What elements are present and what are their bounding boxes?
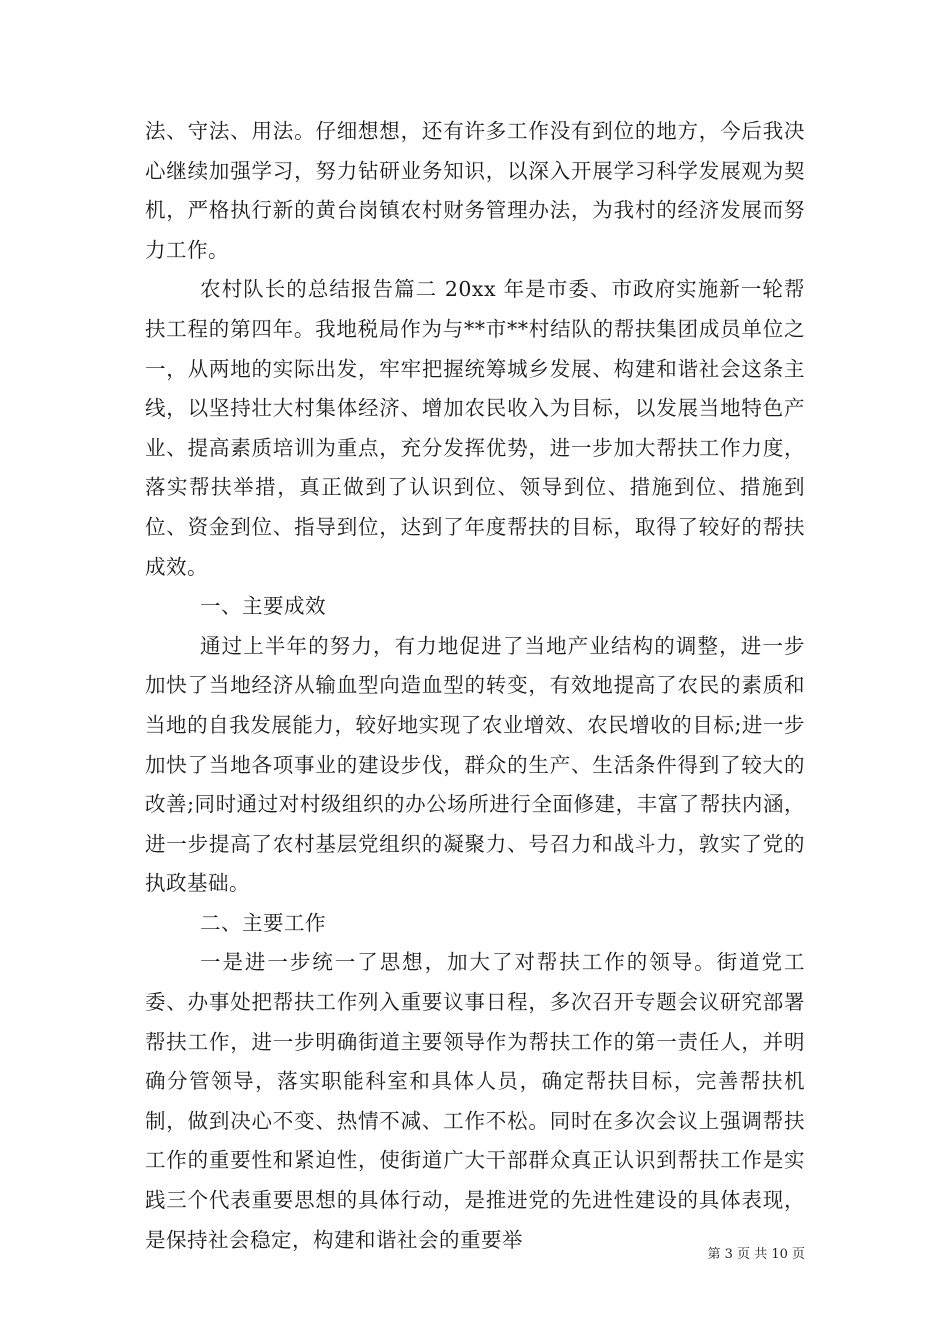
section-heading-main-results: 一、主要成效	[200, 594, 326, 619]
paragraph-report-intro: 农村队长的总结报告篇二 20xx 年是市委、市政府实施新一轮帮扶工程的第四年。我地税局作为与**市**村结队的帮扶集团成员单位之一，从两地的实际出发，牢牢把握统筹城乡发展、构建和谐社会这条主线，以坚持壮大村集体经济、增加农民收入为目标，以发展当地特色产业、提高素质培训为重点，充分发挥优势，进一步加大帮扶工作力度，落实帮扶举措，真正做到了认识到位、领导到位、措施到位、措施到位、资金到位、指导到位，达到了年度帮扶的目标，取得了较好的帮扶成效。	[145, 277, 805, 579]
page-number-footer: 第 3 页 共 10 页	[707, 1247, 805, 1262]
paragraph-continuation: 法、守法、用法。仔细想想，还有许多工作没有到位的地方，今后我决心继续加强学习，努力钻研业务知识，以深入开展学习科学发展观为契机，严格执行新的黄台岗镇农村财务管理办法，为我村的经济发展而努力工作。	[145, 119, 805, 262]
paragraph-main-work: 一是进一步统一了思想，加大了对帮扶工作的领导。街道党工委、办事处把帮扶工作列入重要议事日程，多次召开专题会议研究部署帮扶工作，进一步明确街道主要领导作为帮扶工作的第一责任人，并明确分管领导，落实职能科室和具体人员，确定帮扶目标，完善帮扶机制，做到决心不变、热情不减、工作不松。同时在多次会议上强调帮扶工作的重要性和紧迫性，使街道广大干部群众真正认识到帮扶工作是实践三个代表重要思想的具体行动，是推进党的先进性建设的具体表现，是保持社会稳定，构建和谐社会的重要举	[145, 950, 805, 1252]
section-heading-main-work: 二、主要工作	[200, 910, 326, 935]
document-body	[145, 112, 805, 1260]
paragraph-main-results: 通过上半年的努力，有力地促进了当地产业结构的调整，进一步加快了当地经济从输血型向造血型的转变，有效地提高了农民的素质和当地的自我发展能力，较好地实现了农业增效、农民增收的目标;进一步加快了当地各项事业的建设步伐，群众的生产、生活条件得到了较大的改善;同时通过对村级组织的办公场所进行全面修建，丰富了帮扶内涵，进一步提高了农村基层党组织的凝聚力、号召力和战斗力，敦实了党的执政基础。	[145, 633, 805, 896]
